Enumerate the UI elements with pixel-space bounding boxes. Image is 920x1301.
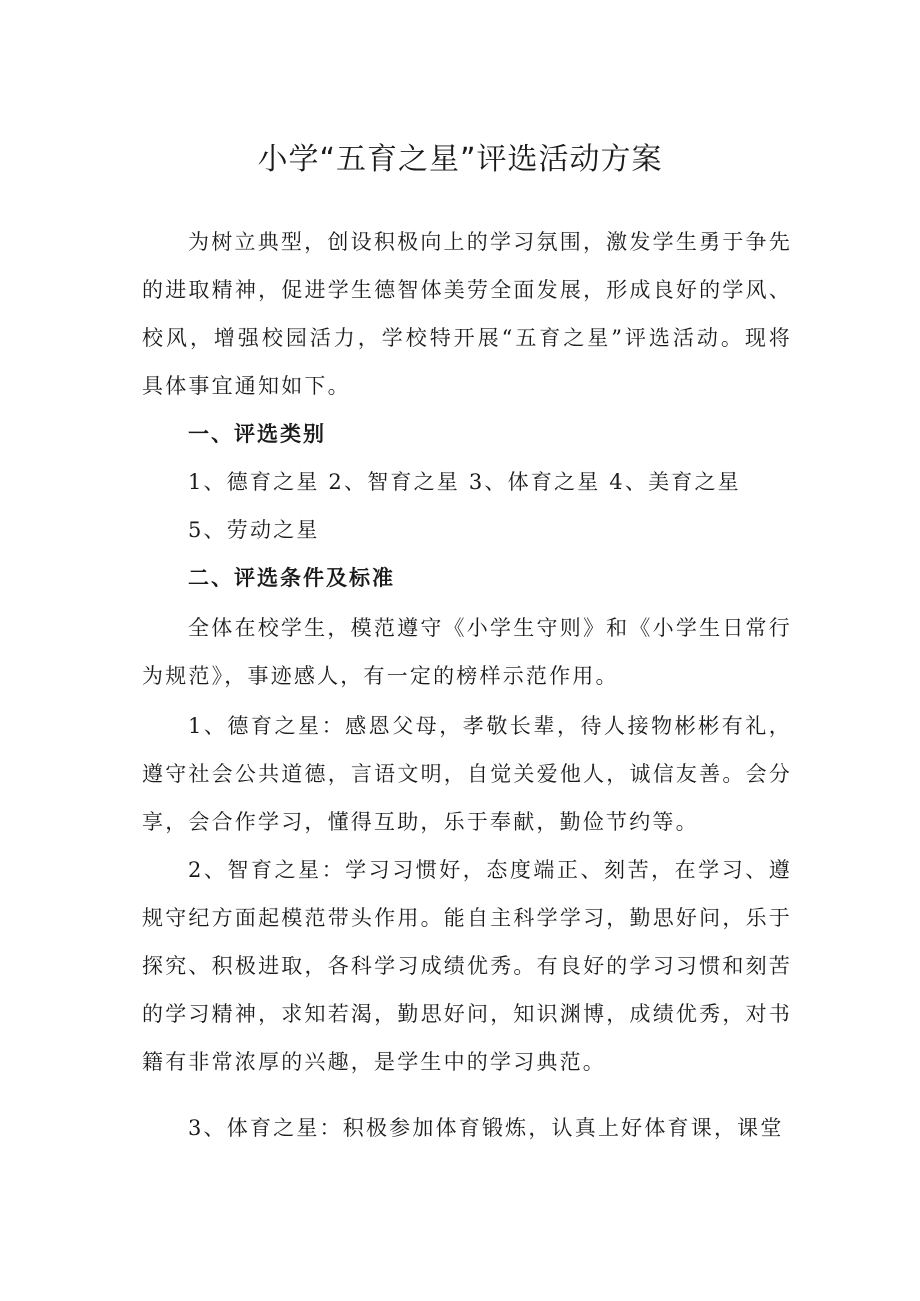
categories-line-1: 1、德育之星 2、智育之星 3、体育之星 4、美育之星: [188, 470, 741, 494]
categories-line-2: 5、劳动之星: [188, 518, 320, 542]
section-heading-criteria: 二、评选条件及标准: [188, 566, 395, 590]
criteria-item-intellect: 2、智育之星：学习习惯好，态度端正、刻苦，在学习、遵规守纪方面起模范带头作用。能自主科学学习，勤思好问，乐于探究、积极进取，各科学习成绩优秀。有良好的学习习惯和刻苦的学习精神，求知若渴，勤思好问，知识渊博，成绩优秀，对书籍有非常浓厚的兴趣，是学生中的学习典范。: [142, 858, 792, 1074]
criteria-item-moral: 1、德育之星：感恩父母，孝敬长辈，待人接物彬彬有礼，遵守社会公共道德，言语文明，自觉关爱他人，诚信友善。会分享，会合作学习，懂得互助，乐于奉献，勤俭节约等。: [142, 714, 792, 834]
criteria-item-sports: 3、体育之星：积极参加体育锻炼，认真上好体育课，课堂: [188, 1116, 784, 1140]
intro-paragraph: 为树立典型，创设积极向上的学习氛围，激发学生勇于争先的进取精神，促进学生德智体美劳全面发展，形成良好的学风、校风，增强校园活力，学校特开展“五育之星”评选活动。现将具体事宜通知如下。: [142, 230, 792, 398]
section-heading-categories: 一、评选类别: [188, 422, 326, 446]
document-title: 小学“五育之星”评选活动方案: [257, 142, 663, 177]
criteria-general-paragraph: 全体在校学生，模范遵守《小学生守则》和《小学生日常行为规范》，事迹感人，有一定的榜样示范作用。: [142, 616, 792, 688]
